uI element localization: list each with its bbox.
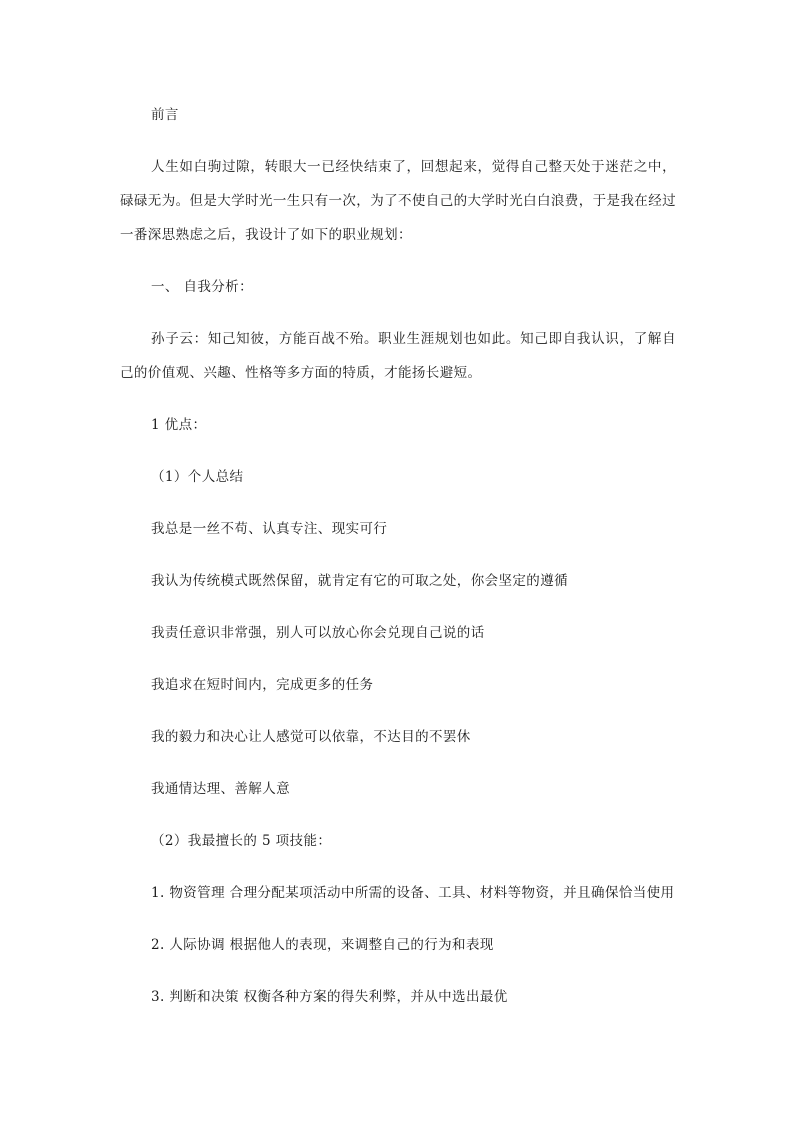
- list-item: 我总是一丝不苟、认真专注、现实可行: [151, 521, 388, 537]
- paragraph-sunzi-quote: 孙子云：知己知彼，方能百战不殆。职业生涯规划也如此。知己即自我认识，了解自己的价值观、兴趣、性格等多方面的特质，才能扬长避短。: [120, 331, 676, 381]
- subheading-personal-summary: （1）个人总结: [151, 469, 244, 485]
- skill-item: 2. 人际协调 根据他人的表现，来调整自己的行为和表现: [151, 937, 494, 953]
- subheading-strengths: 1 优点：: [151, 417, 207, 433]
- list-item: 我追求在短时间内，完成更多的任务: [151, 677, 374, 693]
- heading-preface: 前言: [151, 107, 179, 123]
- skill-item: 1. 物资管理 合理分配某项活动中所需的设备、工具、材料等物资，并且确保恰当使用: [151, 885, 675, 901]
- subheading-top-skills: （2）我最擅长的 5 项技能：: [151, 833, 332, 849]
- list-item: 我认为传统模式既然保留，就肯定有它的可取之处，你会坚定的遵循: [151, 573, 568, 589]
- paragraph-intro: 人生如白驹过隙，转眼大一已经快结束了，回想起来，觉得自己整天处于迷茫之中，碌碌无为。但是大学时光一生只有一次，为了不使自己的大学时光白白浪费，于是我在经过一番深思熟虑之后，我设计了如下的职业规划：: [120, 159, 676, 243]
- section-heading-self-analysis: 一、 自我分析：: [151, 279, 253, 295]
- list-item: 我的毅力和决心让人感觉可以依靠，不达目的不罢休: [151, 729, 471, 745]
- skill-item: 3. 判断和决策 权衡各种方案的得失利弊，并从中选出最优: [151, 989, 508, 1005]
- list-item: 我通情达理、善解人意: [151, 781, 290, 797]
- document-body: [120, 98, 676, 1014]
- list-item: 我责任意识非常强，别人可以放心你会兑现自己说的话: [151, 625, 485, 641]
